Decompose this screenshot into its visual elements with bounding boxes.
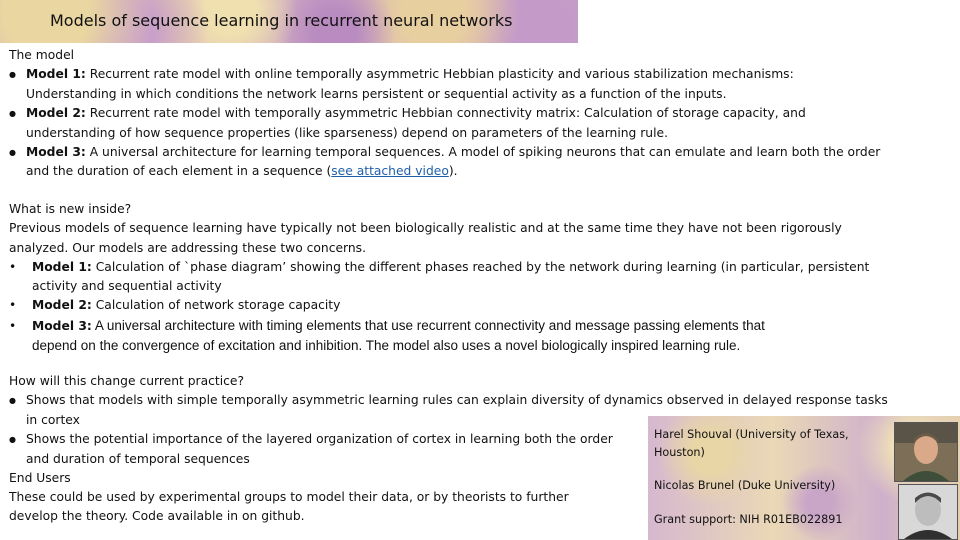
person1-credit <box>654 426 849 462</box>
title-banner <box>0 0 578 43</box>
bullet-icon: • <box>9 298 17 313</box>
person2-photo <box>898 484 958 540</box>
model-item-3-cont: and the duration of each element in a sequence (see attached video). <box>26 164 458 179</box>
bullet-icon: ● <box>9 70 16 80</box>
video-link[interactable]: see attached video <box>331 164 449 179</box>
person1-line1: Harel Shouval (University of Texas, <box>654 428 849 441</box>
bullet-icon: ● <box>9 396 16 406</box>
new-item-1-cont: activity and sequential activity <box>32 279 222 294</box>
model-heading: The model <box>9 48 75 62</box>
model-item-1: ● Model 1: Recurrent rate model with online temporally asymmetric Hebbian plasticity and various stabilization mechanisms: <box>9 65 880 84</box>
model-item-3: ● Model 3: A universal architecture for learning temporal sequences. A model of spiking neurons that can emulate and learn both the order <box>9 143 880 162</box>
new-heading: What is new inside? <box>9 202 132 216</box>
new-item-1: • Model 1: Calculation of `phase diagram’ showing the different phases reached by the network during learning (in particular, persistent <box>9 258 869 277</box>
new-intro-2: analyzed. Our models are addressing these two concerns. <box>9 240 366 255</box>
person1-photo <box>894 422 958 482</box>
model-section <box>9 46 880 182</box>
practice-item-1-cont: in cortex <box>26 412 80 427</box>
page-title: Models of sequence learning in recurrent neural networks <box>50 11 513 30</box>
practice-item-2: ● Shows the potential importance of the layered organization of cortex in learning both the order <box>9 430 888 449</box>
practice-heading: How will this change current practice? <box>9 374 244 388</box>
person2-portrait-icon <box>899 485 957 539</box>
model-item-1-cont: Understanding in which conditions the network learns persistent or sequential activity as a function of the inputs. <box>26 86 727 101</box>
new-item-3-cont: depend on the convergence of excitation and inhibition. The model also uses a novel biologically inspired learning rule. <box>32 338 741 354</box>
end-users-line-1: These could be used by experimental groups to model their data, or by theorists to further <box>9 490 569 505</box>
end-users-line-2: develop the theory. Code available in on github. <box>9 509 305 524</box>
person1-portrait-icon <box>895 423 957 481</box>
new-item-3: • Model 3: A universal architecture with timing elements that use recurrent connectivity and message passing elements that <box>9 316 869 336</box>
person2-credit: Nicolas Brunel (Duke University) <box>654 479 836 492</box>
end-users-heading: End Users <box>9 470 71 485</box>
person1-line2: Houston) <box>654 446 705 459</box>
practice-item-2-cont: and duration of temporal sequences <box>26 451 250 466</box>
new-item-2: • Model 2: Calculation of network storage capacity <box>9 296 869 315</box>
bullet-icon: ● <box>9 147 16 157</box>
bullet-icon: ● <box>9 109 16 119</box>
model-item-2-cont: understanding of how sequence properties (like sparseness) depend on parameters of the learning rule. <box>26 125 668 140</box>
model-item-2: ● Model 2: Recurrent rate model with temporally asymmetric Hebbian connectivity matrix: Calculation of storage capacity, and <box>9 104 880 123</box>
bullet-icon: • <box>9 318 17 333</box>
new-intro-1: Previous models of sequence learning have typically not been biologically realistic and at the same time they have not been rigorously <box>9 221 842 236</box>
practice-item-1: ● Shows that models with simple temporally asymmetric learning rules can explain diversity of dynamics observed in delayed response tasks <box>9 391 888 410</box>
grant-credit: Grant support: NIH R01EB022891 <box>654 513 843 526</box>
credits-panel <box>648 416 960 540</box>
new-section <box>9 200 869 355</box>
bullet-icon: • <box>9 259 17 274</box>
bullet-icon: ● <box>9 435 16 445</box>
